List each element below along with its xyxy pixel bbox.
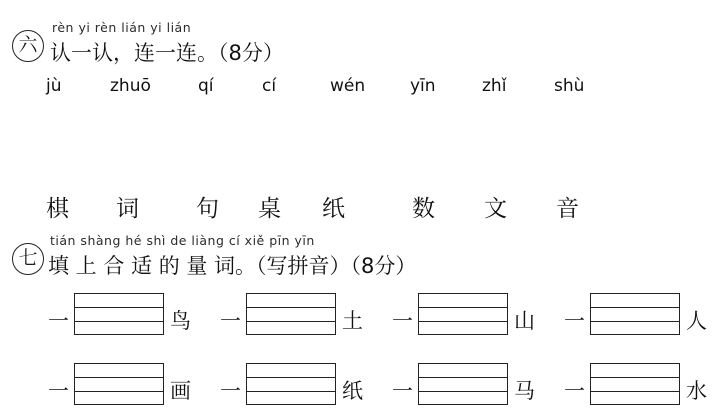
- row1-dash-1: 一: [220, 309, 241, 333]
- grid-line: [419, 307, 507, 308]
- pinyin-item-7: shù: [554, 76, 585, 96]
- grid-line: [75, 321, 163, 322]
- row1-dash-2: 一: [392, 309, 413, 333]
- grid-line: [419, 377, 507, 378]
- answer-box-r1c2[interactable]: [246, 293, 336, 335]
- grid-line: [419, 391, 507, 392]
- answer-box-r2c2[interactable]: [246, 363, 336, 405]
- answer-box-r1c1[interactable]: [74, 293, 164, 335]
- grid-line: [419, 321, 507, 322]
- row2-dash-1: 一: [220, 379, 241, 403]
- grid-line: [247, 307, 335, 308]
- section-number-seven: 七: [12, 243, 44, 275]
- answer-box-r2c1[interactable]: [74, 363, 164, 405]
- hanzi-item-3: 桌: [258, 196, 281, 222]
- row2-dash-3: 一: [564, 379, 585, 403]
- grid-line: [75, 307, 163, 308]
- row1-dash-3: 一: [564, 309, 585, 333]
- row2-dash-2: 一: [392, 379, 413, 403]
- pinyin-item-3: cí: [262, 76, 277, 96]
- row1-dash-0: 一: [48, 309, 69, 333]
- section-seven-title: 填 上 合 适 的 量 词。（写拼音）（8分）: [48, 254, 417, 278]
- row2-dash-0: 一: [48, 379, 69, 403]
- section-six-title: 认一认，连一连。（8分）: [50, 41, 284, 65]
- grid-line: [75, 391, 163, 392]
- pinyin-item-2: qí: [198, 76, 214, 96]
- row2-char-0: 画: [170, 379, 191, 403]
- grid-line: [591, 391, 679, 392]
- grid-line: [591, 307, 679, 308]
- row2-char-3: 水: [686, 379, 707, 403]
- section-six-pinyin: rèn yi rèn lián yi lián: [52, 20, 192, 35]
- grid-line: [75, 377, 163, 378]
- hanzi-item-5: 数: [412, 196, 435, 222]
- grid-line: [247, 377, 335, 378]
- pinyin-item-5: yīn: [410, 76, 436, 96]
- hanzi-item-4: 纸: [322, 196, 345, 222]
- pinyin-item-4: wén: [330, 76, 366, 96]
- pinyin-item-6: zhǐ: [482, 76, 507, 96]
- hanzi-item-2: 句: [196, 196, 219, 222]
- answer-box-r2c3[interactable]: [418, 363, 508, 405]
- answer-box-r2c4[interactable]: [590, 363, 680, 405]
- hanzi-item-7: 音: [556, 196, 579, 222]
- row1-char-2: 山: [514, 309, 535, 333]
- row1-char-3: 人: [686, 309, 707, 333]
- grid-line: [591, 377, 679, 378]
- answer-box-r1c3[interactable]: [418, 293, 508, 335]
- hanzi-item-0: 棋: [46, 196, 69, 222]
- row2-char-2: 马: [514, 379, 535, 403]
- grid-line: [247, 391, 335, 392]
- pinyin-item-1: zhuō: [110, 76, 151, 96]
- grid-line: [247, 321, 335, 322]
- grid-line: [591, 321, 679, 322]
- pinyin-item-0: jù: [46, 76, 62, 96]
- section-number-six: 六: [12, 30, 44, 62]
- row1-char-0: 鸟: [170, 309, 191, 333]
- hanzi-item-1: 词: [116, 196, 139, 222]
- row2-char-1: 纸: [342, 379, 363, 403]
- row1-char-1: 土: [342, 309, 363, 333]
- answer-box-r1c4[interactable]: [590, 293, 680, 335]
- hanzi-item-6: 文: [484, 196, 507, 222]
- section-seven-pinyin: tián shàng hé shì de liàng cí xiě pīn yīn: [50, 233, 315, 248]
